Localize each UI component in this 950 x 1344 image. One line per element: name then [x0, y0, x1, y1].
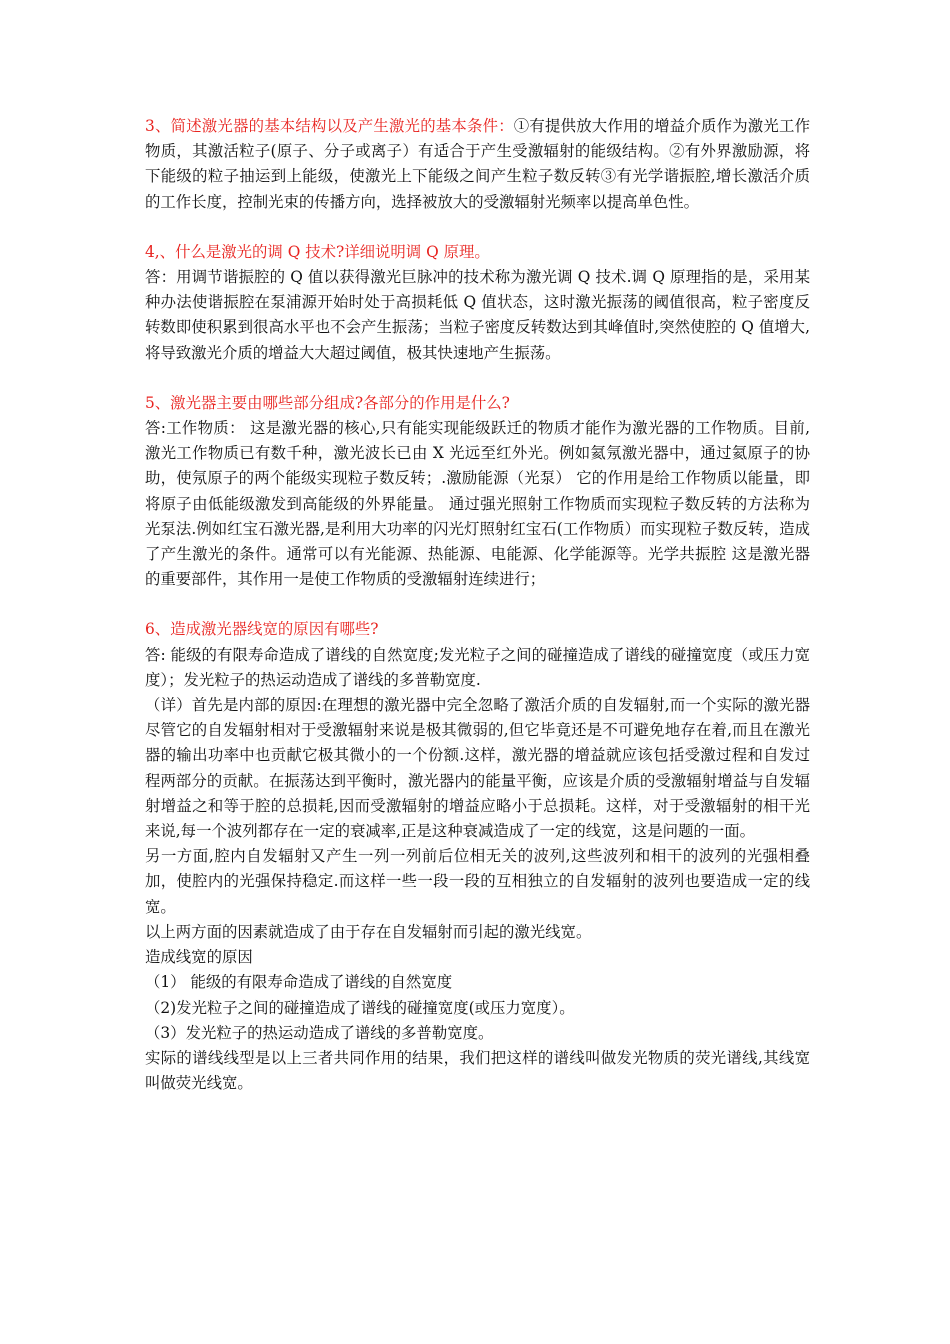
q3-answer: ①有提供放大作用的增益介质作为激光工作物质，其激活粒子(原子、分子或离子）有适合于产生受激辐射的能级结构。②有外界激励源，将下能级的粒子抽运到上能级，使激光上下能级之间产生粒子数反转③有光学谐振腔,增长激活介质的工作长度，控制光束的传播方向，选择被放大的受激辐射光频率以提高单色性。	[145, 117, 810, 211]
q6-list-item: （1） 能级的有限寿命造成了谱线的自然宽度	[145, 973, 453, 992]
q3-block	[145, 114, 810, 215]
q3-question: 3、简述激光器的基本结构以及产生激光的基本条件：	[145, 117, 514, 135]
q6-list-item: （3）发光粒子的热运动造成了谱线的多普勒宽度。	[145, 1023, 494, 1042]
q4-answer: 答：用调节谐振腔的 Q 值以获得激光巨脉冲的技术称为激光调 Q 技术.调 Q 原理指的是，采用某种办法使谐振腔在泵浦源开始时处于高损耗低 Q 值状态，这时激光振荡的阈值很高，粒子密度反转数即使积累到很高水平也不会产生振荡；当粒子密度反转数达到其峰值时,突然使腔的 Q 值增大,将导致激光介质的增益大大超过阈值，极其快速地产生振荡。	[145, 268, 810, 362]
q4-question: 4,、什么是激光的调 Q 技术?详细说明调 Q 原理。	[145, 242, 490, 261]
q5-answer: 答:工作物质： 这是激光器的核心,只有能实现能级跃迁的物质才能作为激光器的工作物质。目前,激光工作物质已有数千种，激光波长已由 X 光远至红外光。例如氦氖激光器中，通过氦原子的协助，使氖原子的两个能级实现粒子数反转；.激励能源（光泵） 它的作用是给工作物质以能量，即将原子由低能级激发到高能级的外界能量。 通过强光照射工作物质而实现粒子数反转的方法称为光泵法.例如红宝石激光器,是利用大功率的闪光灯照射红宝石(工作物质）而实现粒子数反转，造成了产生激光的条件。通常可以有光能源、热能源、电能源、化学能源等。光学共振腔 这是激光器的重要部件，其作用一是使工作物质的受激辐射连续进行；	[145, 419, 810, 589]
q6-paragraph: 答: 能级的有限寿命造成了谱线的自然宽度;发光粒子之间的碰撞造成了谱线的碰撞宽度（或压力宽度）；发光粒子的热运动造成了谱线的多普勒宽度.	[145, 645, 810, 689]
q5-question: 5、激光器主要由哪些部分组成?各部分的作用是什么?	[145, 393, 510, 412]
document-page	[145, 114, 810, 1096]
q6-paragraph: 另一方面,腔内自发辐射又产生一列一列前后位相无关的波列,这些波列和相干的波列的光强相叠加，使腔内的光强保持稳定.而这样一些一段一段的互相独立的自发辐射的波列也要造成一定的线宽。	[145, 847, 810, 916]
q6-paragraph: 实际的谱线线型是以上三者共同作用的结果，我们把这样的谱线叫做发光物质的荧光谱线,其线宽叫做荧光线宽。	[145, 1048, 810, 1093]
q6-question: 6、造成激光器线宽的原因有哪些?	[145, 620, 379, 639]
q6-list-item: （2)发光粒子之间的碰撞造成了谱线的碰撞宽度(或压力宽度）。	[145, 998, 575, 1017]
q6-paragraph: 以上两方面的因素就造成了由于存在自发辐射而引起的激光线宽。	[145, 922, 592, 941]
q6-paragraph: 造成线宽的原因	[145, 948, 253, 967]
q6-paragraph: （详）首先是内部的原因:在理想的激光器中完全忽略了激活介质的自发辐射,而一个实际的激光器尽管它的自发辐射相对于受激辐射来说是极其微弱的,但它毕竟还是不可避免地存在着,而且在激光器的输出功率中也贡献它极其微小的一个份额.这样，激光器的增益就应该包括受激过程和自发过程两部分的贡献。在振荡达到平衡时，激光器内的能量平衡，应该是介质的受激辐射增益与自发辐射增益之和等于腔的总损耗,因而受激辐射的增益应略小于总损耗。这样，对于受激辐射的相干光来说,每一个波列都存在一定的衰减率,正是这种衰减造成了一定的线宽，这是问题的一面。	[145, 696, 811, 841]
